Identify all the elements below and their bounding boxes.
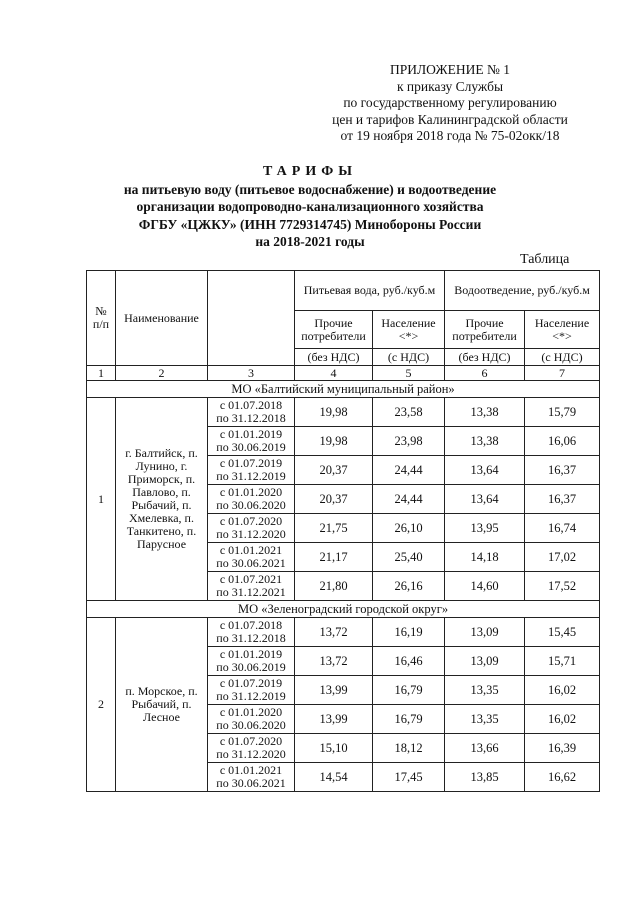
- period-from: с 01.01.2020: [219, 485, 283, 499]
- table-label: Таблица: [520, 252, 570, 267]
- period-from: с 01.07.2020: [219, 734, 283, 748]
- sewer-population-value: 16,37: [525, 456, 600, 485]
- period-to: по 30.06.2021: [216, 556, 286, 570]
- period-from: с 01.01.2021: [219, 543, 283, 557]
- period-from: с 01.01.2019: [219, 427, 283, 441]
- appendix-title: ПРИЛОЖЕНИЕ № 1: [389, 62, 511, 77]
- sewer-other-value: 13,35: [445, 705, 525, 734]
- sewer-other-value: 13,09: [445, 647, 525, 676]
- water-other-value: 20,37: [295, 456, 373, 485]
- appendix-order-line: к приказу Службы: [396, 78, 504, 94]
- sewer-population-value: 16,02: [525, 705, 600, 734]
- column-number: 4: [295, 366, 373, 381]
- period-cell: [208, 572, 295, 601]
- header-nds-without-1: (без НДС): [295, 349, 373, 366]
- period-cell: [208, 618, 295, 647]
- sewer-population-value: 15,71: [525, 647, 600, 676]
- period-cell: [208, 647, 295, 676]
- settlements-cell: п. Морское, п. Рыбачий, п. Лесное: [116, 618, 208, 792]
- sewer-population-value: 16,39: [525, 734, 600, 763]
- period-to: по 30.06.2020: [216, 498, 286, 512]
- water-population-value: 26,10: [373, 514, 445, 543]
- document-title: [90, 163, 530, 251]
- water-other-value: 15,10: [295, 734, 373, 763]
- period-to: по 31.12.2018: [216, 631, 286, 645]
- period-cell: [208, 514, 295, 543]
- water-other-value: 13,99: [295, 676, 373, 705]
- period-cell: [208, 543, 295, 572]
- water-population-value: 17,45: [373, 763, 445, 792]
- appendix-region-line: цен и тарифов Калининградской области: [332, 111, 568, 127]
- water-other-value: 20,37: [295, 485, 373, 514]
- period-from: с 01.07.2018: [219, 398, 283, 412]
- period-to: по 31.12.2021: [216, 585, 286, 599]
- sewer-other-value: 13,38: [445, 398, 525, 427]
- header-water: Питьевая вода, руб./куб.м: [295, 271, 445, 311]
- sewer-population-value: 16,06: [525, 427, 600, 456]
- title-line-1: на питьевую воду (питьевое водоснабжение) и водоотведение: [123, 181, 497, 197]
- period-to: по 30.06.2019: [216, 660, 286, 674]
- period-to: по 31.12.2019: [216, 469, 286, 483]
- column-numbers-row: [87, 366, 600, 381]
- sewer-other-value: 14,60: [445, 572, 525, 601]
- water-population-value: 16,19: [373, 618, 445, 647]
- period-cell: [208, 456, 295, 485]
- water-other-value: 13,72: [295, 647, 373, 676]
- row-number: 2: [87, 618, 116, 792]
- water-other-value: 21,80: [295, 572, 373, 601]
- sewer-other-value: 13,66: [445, 734, 525, 763]
- table-row: [87, 398, 600, 427]
- period-from: с 01.01.2019: [219, 647, 283, 661]
- header-name: Наименование: [116, 271, 208, 366]
- period-from: с 01.07.2019: [219, 676, 283, 690]
- period-cell: [208, 676, 295, 705]
- header-sewer: Водоотведение, руб./куб.м: [445, 271, 600, 311]
- water-other-value: 19,98: [295, 427, 373, 456]
- title-line-3: ФГБУ «ЦЖКУ» (ИНН 7729314745) Минобороны России: [138, 216, 482, 232]
- period-cell: [208, 734, 295, 763]
- water-population-value: 24,44: [373, 485, 445, 514]
- period-to: по 31.12.2020: [216, 527, 286, 541]
- sewer-population-value: 16,37: [525, 485, 600, 514]
- column-number: 6: [445, 366, 525, 381]
- appendix-service-line: по государственному регулированию: [343, 95, 557, 110]
- header-nds-with-2: (с НДС): [525, 349, 600, 366]
- header-sewer-population: Население <*>: [525, 311, 600, 349]
- sewer-population-value: 17,52: [525, 572, 600, 601]
- period-from: с 01.07.2018: [219, 618, 283, 632]
- header-period: [208, 271, 295, 366]
- period-to: по 31.12.2020: [216, 747, 286, 761]
- section-title: МО «Балтийский муниципальный район»: [87, 381, 600, 398]
- sewer-population-value: 16,74: [525, 514, 600, 543]
- sewer-other-value: 13,95: [445, 514, 525, 543]
- sewer-population-value: 17,02: [525, 543, 600, 572]
- sewer-population-value: 15,79: [525, 398, 600, 427]
- sewer-other-value: 14,18: [445, 543, 525, 572]
- header-nds-with-1: (с НДС): [373, 349, 445, 366]
- section-row: [87, 601, 600, 618]
- sewer-other-value: 13,09: [445, 618, 525, 647]
- title-line-2: организации водопроводно-канализационного хозяйства: [136, 199, 484, 214]
- header-sewer-other: Прочие потребители: [445, 311, 525, 349]
- header-water-other: Прочие потребители: [295, 311, 373, 349]
- appendix-date-line: от 19 ноября 2018 года № 75-02окк/18: [340, 128, 560, 143]
- sewer-population-value: 16,02: [525, 676, 600, 705]
- period-cell: [208, 763, 295, 792]
- title-main: ТАРИФЫ: [263, 164, 357, 179]
- period-from: с 01.07.2019: [219, 456, 283, 470]
- header-nds-without-2: (без НДС): [445, 349, 525, 366]
- sewer-population-value: 16,62: [525, 763, 600, 792]
- title-line-4: на 2018-2021 годы: [255, 234, 365, 249]
- period-to: по 31.12.2018: [216, 411, 286, 425]
- period-cell: [208, 427, 295, 456]
- water-population-value: 24,44: [373, 456, 445, 485]
- period-to: по 30.06.2020: [216, 718, 286, 732]
- water-other-value: 14,54: [295, 763, 373, 792]
- section-title: МО «Зеленоградский городской округ»: [87, 601, 600, 618]
- water-population-value: 23,98: [373, 427, 445, 456]
- table-row: [87, 618, 600, 647]
- period-cell: [208, 485, 295, 514]
- header-num: № п/п: [87, 271, 116, 366]
- column-number: 3: [208, 366, 295, 381]
- sewer-other-value: 13,64: [445, 485, 525, 514]
- row-number: 1: [87, 398, 116, 601]
- water-population-value: 18,12: [373, 734, 445, 763]
- period-from: с 01.07.2020: [219, 514, 283, 528]
- sewer-other-value: 13,35: [445, 676, 525, 705]
- period-to: по 31.12.2019: [216, 689, 286, 703]
- period-from: с 01.01.2020: [219, 705, 283, 719]
- water-population-value: 25,40: [373, 543, 445, 572]
- water-other-value: 21,17: [295, 543, 373, 572]
- header-water-population: Население <*>: [373, 311, 445, 349]
- water-population-value: 26,16: [373, 572, 445, 601]
- water-population-value: 23,58: [373, 398, 445, 427]
- water-other-value: 21,75: [295, 514, 373, 543]
- column-number: 5: [373, 366, 445, 381]
- tariffs-table: [86, 270, 600, 792]
- period-from: с 01.07.2021: [219, 572, 283, 586]
- period-from: с 01.01.2021: [219, 763, 283, 777]
- period-to: по 30.06.2019: [216, 440, 286, 454]
- period-cell: [208, 398, 295, 427]
- water-other-value: 13,72: [295, 618, 373, 647]
- water-population-value: 16,46: [373, 647, 445, 676]
- appendix-header: [300, 62, 600, 145]
- sewer-population-value: 15,45: [525, 618, 600, 647]
- period-to: по 30.06.2021: [216, 776, 286, 790]
- water-other-value: 13,99: [295, 705, 373, 734]
- section-row: [87, 381, 600, 398]
- sewer-other-value: 13,64: [445, 456, 525, 485]
- sewer-other-value: 13,38: [445, 427, 525, 456]
- column-number: 1: [87, 366, 116, 381]
- column-number: 7: [525, 366, 600, 381]
- sewer-other-value: 13,85: [445, 763, 525, 792]
- period-cell: [208, 705, 295, 734]
- water-population-value: 16,79: [373, 676, 445, 705]
- column-number: 2: [116, 366, 208, 381]
- water-other-value: 19,98: [295, 398, 373, 427]
- water-population-value: 16,79: [373, 705, 445, 734]
- settlements-cell: г. Балтийск, п. Лунино, г. Приморск, п. Павлово, п. Рыбачий, п. Хмелевка, п. Танкитено, п. Парусное: [116, 398, 208, 601]
